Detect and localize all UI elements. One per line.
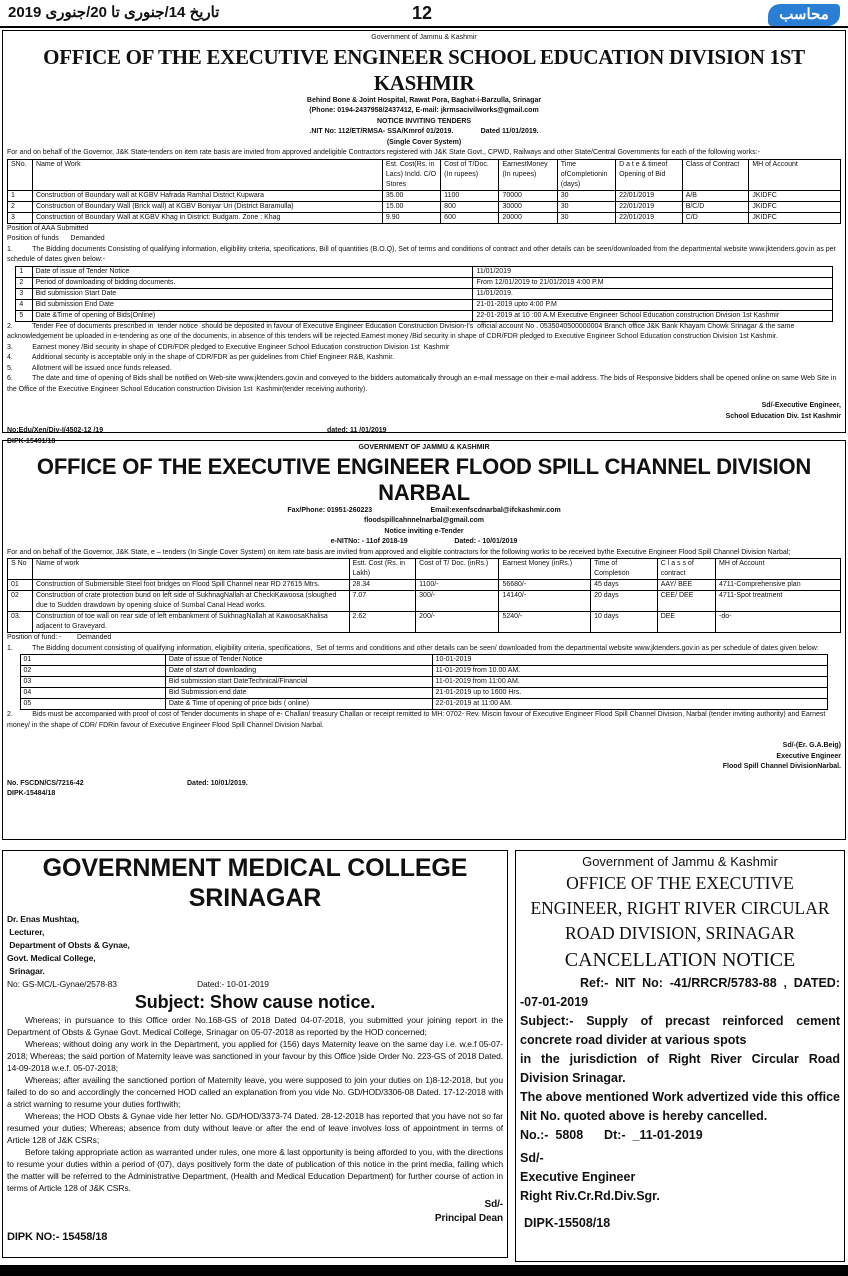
table-cell: 600 bbox=[441, 212, 499, 223]
table-cell: Date of issue of Tender Notice bbox=[165, 655, 432, 666]
table-cell: 30 bbox=[557, 212, 615, 223]
table-cell: 02 bbox=[20, 666, 165, 677]
paragraph: Department of Obsts & Gynae, bbox=[7, 940, 130, 950]
table-cell: AAY/ BEE bbox=[657, 580, 715, 591]
newspaper-header bbox=[0, 0, 848, 28]
points-list bbox=[7, 322, 841, 396]
table-cell: 30 bbox=[557, 190, 615, 201]
table-cell: 7.07 bbox=[349, 591, 416, 612]
table-cell: 2 bbox=[16, 277, 32, 288]
table-cell: MH of Account bbox=[716, 559, 841, 580]
paragraph: 3. Earnest money /Bid security in shape of CDR/FDR pledged to Executive Engineer School Education construction Division 1st Kashmir bbox=[7, 343, 450, 351]
page-number: 12 bbox=[412, 3, 433, 23]
table-cell: Name of work bbox=[32, 559, 349, 580]
table-cell: 4 bbox=[16, 299, 32, 310]
nit-line bbox=[7, 127, 841, 138]
table-cell: -do- bbox=[716, 612, 841, 633]
table-cell: 01 bbox=[20, 655, 165, 666]
notice-medical-college bbox=[2, 850, 508, 1258]
table-cell: 20000 bbox=[499, 212, 557, 223]
table-cell: 04 bbox=[20, 688, 165, 699]
cover-system: (Single Cover System) bbox=[386, 138, 462, 146]
notice-cancellation bbox=[515, 850, 845, 1262]
paragraph: Srinagar. bbox=[7, 966, 45, 976]
table-row bbox=[16, 266, 832, 277]
table-cell: 22-01-2019 at 11:00 AM. bbox=[432, 699, 828, 710]
table-cell: 03 bbox=[20, 677, 165, 688]
gov-line: Government of Jammu & Kashmir bbox=[582, 854, 778, 869]
table-cell: D a t e & timeof Opening of Bid bbox=[616, 159, 683, 190]
signature-title: Principal Dean bbox=[434, 1213, 503, 1224]
table-cell: 30000 bbox=[499, 201, 557, 212]
table-cell: Cost of T/ Doc. (inRs.) bbox=[416, 559, 499, 580]
table-cell: Date of start of downloading bbox=[165, 666, 432, 677]
nit-heading: NOTICE INVITING TENDERS bbox=[376, 117, 472, 125]
paragraph: 2. Tender Fee of documents prescribed in tender notice should be deposited in favour of Executive Engineer Education Construction Division-I's official account No . 0535040500000004 Branch office J&K Bank Khayam Chowk Srinagar & the same acknowledgement be uploaded in e-tendering as one of the documents, in absence of this tenders will be rejected.Earnest money /Bid security in shape of CDR/FDR pledged to Executive Engineer School Education construction Division 1st Kashmir. bbox=[7, 322, 797, 340]
table-cell: 45 days bbox=[591, 580, 658, 591]
table-cell: 9.90 bbox=[382, 212, 440, 223]
funds-position: Position of fund: - Demanded bbox=[7, 634, 112, 641]
table-cell: DEE bbox=[657, 612, 715, 633]
table-cell: Earnest Money (inRs.) bbox=[499, 559, 591, 580]
newspaper-logo: محاسب bbox=[768, 4, 840, 26]
ref-date: Dated:- 10-01-2019 bbox=[197, 979, 269, 989]
table-row bbox=[20, 688, 828, 699]
intro: For and on behalf of the Governor, J&K State-tenders on item rate basis are invited from approved andeligible Contractors registered with J&K State Govt., CPWD, Railways and other State/Central Governments for each of the following works:- bbox=[7, 149, 760, 156]
notice-title: GOVERNMENT MEDICAL COLLEGE SRINAGAR bbox=[42, 854, 468, 912]
table-cell: JKIDFC bbox=[749, 212, 841, 223]
table-row bbox=[20, 655, 828, 666]
table-cell: 10 days bbox=[591, 612, 658, 633]
notice-title: OFFICE OF THE EXECUTIVE ENGINEER SCHOOL EDUCATION DIVISION 1ST KASHMIR bbox=[43, 44, 805, 95]
point-2: 2. Bids must be accompanied with proof of cost of Tender documents in shape of e- Challan/ treasury Challan or receipt remitted to MH: 0702- Rev. Miscin favour of Executive Engineer Flood Spill Channel Division, Narbal (tender inviting authority) and Earnest money/ in the shape of CDR/ FDRin favour of Executive Engineer Flood Spill Channel Division Narbal. bbox=[7, 711, 828, 729]
table-cell: A/B bbox=[682, 190, 749, 201]
paragraph: Whereas; in pursuance to this Office order No.168-GS of 2018 Dated 04-07-2018, you submitted your joining report in the Department of Obsts & Gynae Govt. Medical College, Srinagar on 05-07-2018 as reported by the HOD concerned; bbox=[7, 1015, 503, 1037]
table-cell: 22/01/2019 bbox=[616, 201, 683, 212]
table-cell: 10-01-2019 bbox=[432, 655, 828, 666]
table-cell: 4711-Spot treatment bbox=[716, 591, 841, 612]
nit-heading: Notice inviting e-Tender bbox=[384, 527, 464, 535]
table-cell: 2.62 bbox=[349, 612, 416, 633]
table-cell: Construction of crate protection bund on left side of SukhnagNallah at CheckiKawoosa (sloughed due to Sudden drawdown by opening sluice of Sumbal Canal Head works. bbox=[32, 591, 349, 612]
table-cell: Class of Contract bbox=[682, 159, 749, 190]
table-cell: Construction of Boundary Wall (Brick wall) at KGBV Boniyar Uri (District Baramulla) bbox=[32, 201, 382, 212]
paragraph: Dr. Enas Mushtaq, bbox=[7, 914, 79, 924]
paragraph: 5. Allotment will be issued once funds released. bbox=[7, 364, 172, 372]
table-cell: 1100/- bbox=[416, 580, 499, 591]
nit-number: e-NITNo: - 11of 2018-19 bbox=[330, 538, 408, 545]
table-cell: Date & Time of opening of price bids ( online) bbox=[165, 699, 432, 710]
table-cell: 3 bbox=[8, 212, 33, 223]
table-row bbox=[20, 677, 828, 688]
table-cell: 22/01/2019 bbox=[616, 212, 683, 223]
table-cell: 1100 bbox=[441, 190, 499, 201]
paragraph: Govt. Medical College, bbox=[7, 953, 96, 963]
subject: Subject: Show cause notice. bbox=[134, 992, 376, 1012]
table-cell: Time of Completion bbox=[591, 559, 658, 580]
signature-office: Right Riv.Cr.Rd.Div.Sgr. bbox=[520, 1189, 660, 1203]
subject: Subject:- Supply of precast reinforced cement concrete road divider at various spots bbox=[520, 1014, 840, 1047]
nit-line bbox=[7, 537, 841, 548]
signature-name: Sd/-(Er. G.A.Beig) bbox=[782, 742, 841, 749]
ref-line bbox=[7, 426, 841, 437]
works-table bbox=[7, 159, 841, 224]
signature-title: Executive Engineer bbox=[520, 1170, 636, 1184]
table-row bbox=[8, 580, 841, 591]
schedule-table bbox=[15, 266, 832, 322]
table-cell: JKIDFC bbox=[749, 190, 841, 201]
paragraph: Whereas; the HOD Obsts & Gynae vide her letter No. GD/HOD/3373-74 Dated. 28-12-2018 has reported that you have not so far resumed your duties; Whereas; absence from duty without leave or after the end of leave involves loss of appointment in terms of Article 128 of J&K CSRs; bbox=[7, 1111, 503, 1145]
table-cell: 1 bbox=[16, 266, 32, 277]
table-cell: 11-01-2019 from 10.00 AM. bbox=[432, 666, 828, 677]
nit-date: Dated: - 10/01/2019 bbox=[454, 538, 518, 545]
signature-office: School Education Div. 1st Kashmir bbox=[725, 412, 841, 420]
ref-date: Dated: 10/01/2019. bbox=[187, 779, 248, 787]
table-row bbox=[20, 666, 828, 677]
footer-bar bbox=[0, 1265, 848, 1276]
table-row bbox=[16, 310, 832, 321]
table-cell: Date of issue of Tender Notice bbox=[32, 266, 473, 277]
paragraph: 6. The date and time of opening of Bids shall be notified on Web-site www.jktenders.gov.in and conveyed to the bidders automatically through an e-mail message on their e-mail address. The bids of Responsive bidders shall be opened online on same Web Site in the Office of the Executive Engineer School Education construction Division 1st Kashmir(tender receiving authority). bbox=[7, 375, 839, 393]
number-date: No.:- 5808 Dt:- _11-01-2019 bbox=[520, 1128, 703, 1142]
table-row bbox=[16, 288, 832, 299]
intro: For and on behalf of the Governor, J&K State, e – tenders (In Single Cover System) on item rate basis are invited from approved and eligible contractors for the following works to be received bythe Executive Engineer Flood Spill Channel Division Narbal; bbox=[7, 548, 791, 556]
table-row bbox=[8, 612, 841, 633]
notice-title: OFFICE OF THE EXECUTIVE ENGINEER, RIGHT RIVER CIRCULAR ROAD DIVISION, SRINAGAR bbox=[530, 873, 830, 943]
table-row bbox=[8, 190, 841, 201]
table-cell: 4711-Comprehensive plan bbox=[716, 580, 841, 591]
table-cell: 11/01/2019. bbox=[473, 288, 832, 299]
paragraph: 4. Additional security is acceptable only in the shape of CDR/FDR as per guidelines from Chief Engineer R&B, Kashmir. bbox=[7, 354, 395, 361]
email: Email:exenfscdnarbal@ifckashmir.com bbox=[430, 506, 561, 514]
table-cell: 5240/- bbox=[499, 612, 591, 633]
ref-line: Ref:- NIT No: -41/RRCR/5783-88 , DATED: -07-01-2019 bbox=[520, 976, 840, 1009]
table-cell: EarnestMoney (In rupees) bbox=[499, 159, 557, 190]
notice-title: OFFICE OF THE EXECUTIVE ENGINEER FLOOD SPILL CHANNEL DIVISION NARBAL bbox=[36, 453, 812, 505]
paragraph: Before taking appropriate action as warranted under rules, one more & last opportunity is being afforded to you, with the directions to resume your duties within a period of (07), days positively form the date of publication of this notice in the print media, failing which the matter will be referred to the Administrative Department, (Health and Medical Education Department) for further course of action in terms of Article 128 of J&K CSRs. bbox=[7, 1147, 503, 1193]
table-cell: 28.34 bbox=[349, 580, 416, 591]
table-cell: 21-01-2019 up to 1600 Hrs. bbox=[432, 688, 828, 699]
table-cell: 800 bbox=[441, 201, 499, 212]
schedule-table bbox=[20, 654, 829, 710]
table-cell: From 12/01/2019 to 21/01/2019 4:00 P.M bbox=[473, 277, 832, 288]
table-cell: 01 bbox=[8, 580, 33, 591]
table-cell: 5 bbox=[16, 310, 32, 321]
subject-continued: in the jurisdiction of Right River Circular Road Division Srinagar. bbox=[520, 1052, 840, 1085]
signature-title: Executive Engineer bbox=[776, 752, 841, 760]
table-cell: 03. bbox=[8, 612, 33, 633]
table-cell: Bid submission Start Date bbox=[32, 288, 473, 299]
table-cell: MH of Account bbox=[749, 159, 841, 190]
table-cell: 200/- bbox=[416, 612, 499, 633]
table-cell: 15.00 bbox=[382, 201, 440, 212]
table-cell: 20 days bbox=[591, 591, 658, 612]
dipk-number: DIPK-15484/18 bbox=[7, 790, 56, 797]
table-cell: Construction of toe wall on rear side of left embankment of SukhnagNallah at KawoosaKhalisa adjacent to Graveyard. bbox=[32, 612, 349, 633]
table-cell: Est. Cost(Rs. in Lacs) Incld. C/O Stores bbox=[382, 159, 440, 190]
table-cell: JKIDFC bbox=[749, 201, 841, 212]
table-row bbox=[8, 201, 841, 212]
table-cell: C l a s s of contract bbox=[657, 559, 715, 580]
aaa-position: Position of AAA Submitted bbox=[7, 224, 89, 232]
table-cell: Construction of Boundary wall at KGBV Hafrada Ramhal District Kupwara bbox=[32, 190, 382, 201]
table-cell: 02 bbox=[8, 591, 33, 612]
funds-position: Position of funds Demanded bbox=[7, 235, 105, 242]
table-cell: 3 bbox=[16, 288, 32, 299]
table-cell: 56680/- bbox=[499, 580, 591, 591]
table-cell: Name of Work bbox=[32, 159, 382, 190]
table-cell: 11/01/2019 bbox=[473, 266, 832, 277]
works-table bbox=[7, 558, 841, 633]
table-cell: 1 bbox=[8, 190, 33, 201]
table-header-row bbox=[8, 559, 841, 580]
contact-line bbox=[7, 506, 841, 517]
table-cell: SNo. bbox=[8, 159, 33, 190]
ref-number: No: GS-MC/L-Gynae/2578-83 bbox=[7, 979, 117, 989]
table-cell: 22-01-2019 at 10 :00 A.M Executive Engineer School Education construction Division 1st Kashmir bbox=[473, 310, 832, 321]
table-cell: 11-01-2019 from 11:00 AM. bbox=[432, 677, 828, 688]
table-cell: 300/- bbox=[416, 591, 499, 612]
table-cell: Date &Time of opening of Bids(Online) bbox=[32, 310, 473, 321]
ref-number: No. FSCDN/CS/7216-42 bbox=[7, 779, 84, 787]
table-cell: Construction of Boundary Wall at KGBV Khag in District: Budgam. Zone : Khag bbox=[32, 212, 382, 223]
body-paragraphs bbox=[7, 1014, 503, 1194]
issue-date: تاریخ 14/جنوری تا 20/جنوری 2019 bbox=[8, 4, 220, 21]
ref-number: No:Edu/Xen/Div-I/4502-12 /19 bbox=[7, 427, 104, 434]
table-row bbox=[8, 212, 841, 223]
table-cell: S No bbox=[8, 559, 33, 580]
nit-number: .NIT No: 112/ET/RMSA- SSA/Kmrof 01/2019. bbox=[309, 128, 454, 135]
address: Behind Bone & Joint Hospital, Rawat Pora, Baghat-i-Barzulla, Srinagar bbox=[306, 96, 542, 104]
body: The above mentioned Work advertized vide this office Nit No. quoted above is hereby cancelled. bbox=[520, 1090, 840, 1123]
ref-line bbox=[7, 978, 503, 990]
ref-line bbox=[7, 779, 841, 790]
table-cell: 35.00 bbox=[382, 190, 440, 201]
table-cell: Cost of T/Doc.(In rupees) bbox=[441, 159, 499, 190]
phone: (Phone: 0194-2437958/2437412, E-mail: jkrmsacivilworks@gmail.com bbox=[309, 107, 539, 114]
table-cell: 30 bbox=[557, 201, 615, 212]
signature-sd: Sd/- bbox=[484, 1199, 503, 1210]
signature-sd: Sd/- bbox=[520, 1151, 544, 1165]
cancellation-heading: CANCELLATION NOTICE bbox=[564, 949, 796, 971]
dipk-number: DIPK-15491/18 bbox=[7, 437, 56, 445]
table-cell: Bid submission End Date bbox=[32, 299, 473, 310]
paragraph: Whereas; without doing any work in the Department, you applied for (156) days Maternity leave on the same day i.e. w.e.f 05-07-2018; Whereas; the said portion of Maternity leave was sanctioned in your favour by this Office )side Order No. 223-GS of 2018 Dated. 14-09-2018 w.e.f. 05-07-2018; bbox=[7, 1039, 503, 1073]
table-cell: Period of downloading of bidding documents. bbox=[32, 277, 473, 288]
notice-school-education-tender bbox=[2, 30, 846, 445]
table-cell: 21-01-2019 upto 4:00 P.M bbox=[473, 299, 832, 310]
table-cell: B/C/D bbox=[682, 201, 749, 212]
ref-date: dated: 11 /01/2019 bbox=[327, 427, 387, 434]
table-cell: 05 bbox=[20, 699, 165, 710]
table-cell: 2 bbox=[8, 201, 33, 212]
table-row bbox=[16, 299, 832, 310]
paragraph: Lecturer, bbox=[7, 927, 45, 937]
table-cell: Estt. Cost (Rs. in Lakh) bbox=[349, 559, 416, 580]
table-cell: Construction of Submersible Steel foot bridges on Flood Spill Channel near RD 27615 Mtrs. bbox=[32, 580, 349, 591]
table-cell: Bid Submission end date bbox=[165, 688, 432, 699]
signature-office: Flood Spill Channel DivisionNarbal. bbox=[722, 763, 841, 770]
table-cell: 14140/- bbox=[499, 591, 591, 612]
point-1: 1. The Bidding document consisting of qualifying information, eligibility criteria, specifications, Set of terms and conditions and other details can be seen/ downloaded from the departmental website www.jktenders.gov.in as per schedule of dates given below: bbox=[7, 644, 819, 652]
dipk-number: DIPK NO:- 15458/18 bbox=[7, 1231, 108, 1243]
table-row bbox=[20, 699, 828, 710]
table-header-row bbox=[8, 159, 841, 190]
table-cell: Time ofCompletionin (days) bbox=[557, 159, 615, 190]
addressee bbox=[7, 913, 503, 978]
gov-line: GOVERNMENT OF JAMMU & KASHMIR bbox=[358, 444, 490, 451]
point-1: 1. The Bidding documents Consisting of qualifying information, eligibility criteria, specifications, Bill of quantities (B.O.Q), Set of terms and conditions of contract and other details can be seen/downloaded from the departmental website www.jktenders.gov.in as per schedule of dates given below:- bbox=[7, 245, 838, 263]
table-row bbox=[8, 591, 841, 612]
table-cell: 22/01/2019 bbox=[616, 190, 683, 201]
table-cell: Bid submission start DateTechnical/Financial bbox=[165, 677, 432, 688]
table-cell: CEE/ DEE bbox=[657, 591, 715, 612]
gov-line: Government of Jammu & Kashmir bbox=[371, 34, 477, 41]
table-cell: C/D bbox=[682, 212, 749, 223]
signature-title: Sd/-Executive Engineer, bbox=[761, 402, 841, 409]
dipk-number: DIPK-15508/18 bbox=[524, 1216, 611, 1230]
notice-flood-spill-tender bbox=[2, 440, 846, 840]
email-2: floodspillcahnnelnarbal@gmail.com bbox=[363, 517, 484, 524]
table-cell: 70000 bbox=[499, 190, 557, 201]
nit-date: Dated 11/01/2019. bbox=[480, 128, 539, 135]
paragraph: Whereas; after availing the sanctioned portion of Maternity leave, you were supposed to join your duties on 1)8-12-2018, but you failed to do so and accordingly the concerned HOD called an explanation from you vide No. GD/HOD/3306-08 Dated. 17-12-2018 with a strict warning to resume your duties forthwith; bbox=[7, 1075, 503, 1109]
table-row bbox=[16, 277, 832, 288]
fax: Fax/Phone: 01951-260223 bbox=[287, 506, 373, 514]
